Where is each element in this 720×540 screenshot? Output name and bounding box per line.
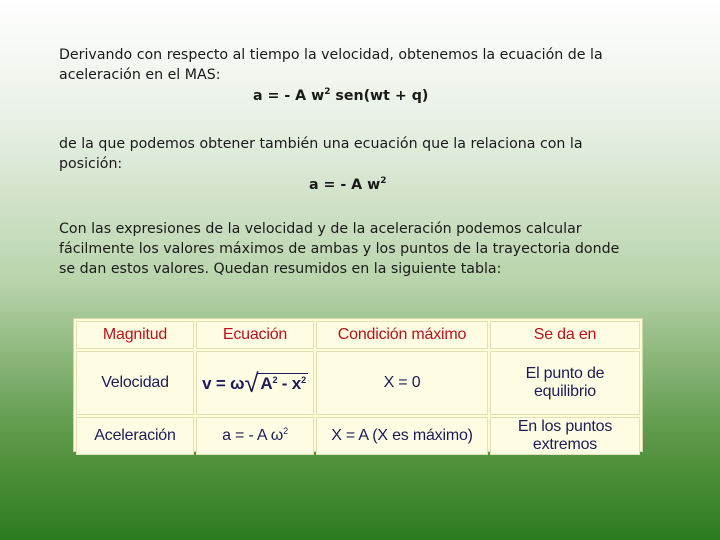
header-lugar: Se da en [490,321,640,349]
radicand-x: x [291,373,302,393]
velocity-formula-lhs: v = ω [202,373,245,393]
formula-1-tail: sen(wt + q) [330,88,429,104]
cell-magnitud-aceleracion: Aceleración [76,417,194,455]
radicand-a: A [260,373,273,393]
radicand-a-exponent: 2 [272,374,278,385]
formula-2-exponent: 2 [380,176,387,186]
cell-ecuacion-velocidad [196,351,314,415]
velocity-radicand [258,373,307,393]
paragraph-position: de la que podemos obtener también una ecuación que la relaciona con la posición: [59,136,583,172]
formula-acceleration-time [59,86,639,106]
cell-condicion-velocidad: X = 0 [316,351,488,415]
cell-lugar-aceleracion: En los puntos extremos [490,417,640,455]
acceleration-formula-exponent: 2 [283,426,288,436]
velocity-formula [202,367,308,398]
paragraph-intro: Derivando con respecto al tiempo la velocidad, obtenemos la ecuación de la aceleración en el MAS: [59,47,603,83]
summary-table [73,318,643,452]
cell-ecuacion-aceleracion [196,417,314,455]
formula-acceleration-position [59,175,639,195]
formula-1-main: a = - A w [253,88,325,104]
table-row [76,351,640,415]
table-row [76,417,640,455]
formula-2-main: a = - A w [309,177,381,193]
radicand-x-exponent: 2 [301,374,306,385]
header-ecuacion: Ecuación [196,321,314,349]
cell-lugar-velocidad: El punto de equilibrio [490,351,640,415]
table-header-row [76,321,640,349]
slide-body [59,45,639,279]
square-root-icon: √ [244,367,259,398]
cell-magnitud-velocidad: Velocidad [76,351,194,415]
acceleration-formula: a = - A ω [222,427,284,444]
radicand-minus: - [277,373,292,393]
header-condicion: Condición máximo [316,321,488,349]
paragraph-summary: Con las expresiones de la velocidad y de la aceleración podemos calcular fácilmente los valores máximos de ambas y los puntos de la trayectoria donde se dan estos valores. Quedan resumidos en la siguiente tabla: [59,221,620,277]
formula-1-exponent: 2 [324,87,331,97]
cell-condicion-aceleracion: X = A (X es máximo) [316,417,488,455]
header-magnitud: Magnitud [76,321,194,349]
